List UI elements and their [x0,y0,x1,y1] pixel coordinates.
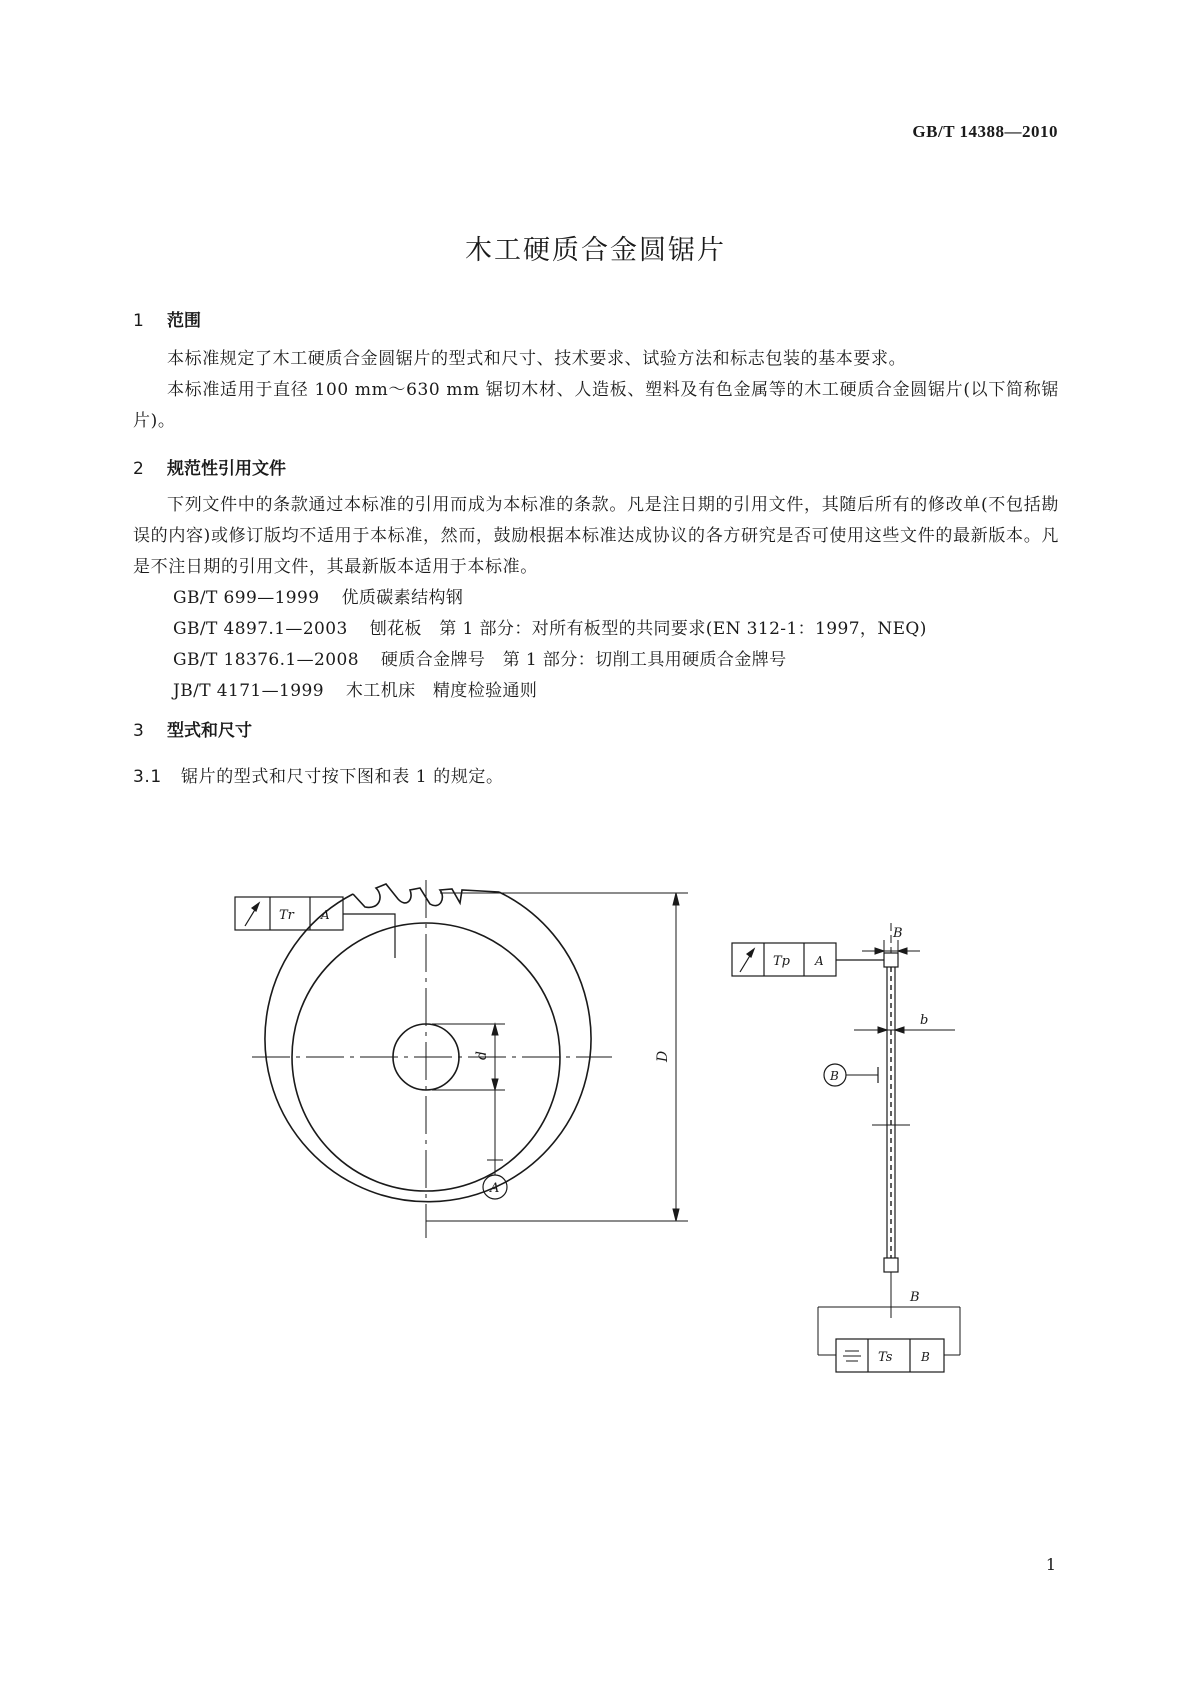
section-1-paragraph-2: 本标准适用于直径 100 mm～630 mm 锯切木材、人造板、塑料及有色金属等的木工硬质合金圆锯片(以下简称锯片)。 [133,380,1059,431]
reference-code: JB/T 4171—1999 [173,681,324,701]
reference-title: 优质碳素结构钢 [341,588,464,608]
section-title: 型式和尺寸 [167,721,252,741]
thickness-b [854,1027,955,1033]
section-title: 范围 [167,311,201,331]
reference-title: 硬质合金牌号 第 1 部分：切削工具用硬质合金牌号 [380,650,787,670]
arrow [252,903,259,911]
arrow [673,893,679,905]
standard-code: GB/T 14388—2010 [912,122,1058,141]
section-2-paragraph: 下列文件中的条款通过本标准的引用而成为本标准的条款。凡是注日期的引用文件，其随后所有的修改单(不包括勘误的内容)或修订版均不适用于本标准，然而，鼓励根据本标准达成协议的各方研究是否可使用这些文件的最新版本。凡是不注日期的引用文件，其最新版本适用于本标准。 [133,495,1059,577]
dim-D-label: D [655,1050,671,1062]
blade-outer-circle [265,892,591,1202]
subsection-number: 3.1 [133,767,162,787]
reference-code: GB/T 699—1999 [173,588,320,608]
datum-a-label: A [490,1181,500,1196]
section-1-paragraph-1: 本标准规定了木工硬质合金圆锯片的型式和尺寸、技术要求、试验方法和标志包装的基本要求。 [167,349,907,369]
dim-B-bottom-label: B [910,1290,920,1305]
arrow [492,1024,498,1035]
reference-item [173,645,787,670]
subsection-3-1 [133,762,504,787]
dim-b-label: b [920,1013,929,1028]
section-1-heading [133,306,201,331]
section-title: 规范性引用文件 [167,459,286,479]
reference-title: 木工机床 精度检验通则 [345,681,538,701]
reference-title: 刨花板 第 1 部分：对所有板型的共同要求(EN 312-1：1997，NEQ) [369,619,927,639]
arrow [878,1027,887,1033]
section-number: 2 [133,459,144,479]
reference-code: GB/T 18376.1—2008 [173,650,359,670]
tooth-tip-top [884,953,898,967]
arrow [492,1079,498,1090]
radial-runout-frame [235,897,395,958]
arrow [875,948,884,954]
blade-side-view [872,923,910,1318]
reference-code: GB/T 4897.1—2003 [173,619,348,639]
arrow [673,1209,679,1221]
center-lines [252,880,612,1238]
tooth-tip-bottom [884,1258,898,1272]
arrow [895,1027,904,1033]
dim-d-label: d [474,1051,490,1060]
tp-label: Tp [773,954,790,969]
reference-item [173,676,537,701]
reference-item [173,614,927,639]
document-title: 木工硬质合金圆锯片 [465,235,726,266]
bore-dimension [432,1024,505,1175]
section-3-heading [133,716,252,741]
saw-blade-drawing [0,880,1191,1365]
blade-front-view [265,884,591,1202]
reference-item [173,583,463,608]
arrow [747,949,754,957]
frame-datum-b: B [921,1350,930,1364]
tr-label: Tr [279,908,294,923]
subsection-text: 锯片的型式和尺寸按下图和表 1 的规定。 [181,767,504,787]
section-2-heading [133,454,286,479]
frame-datum-a: A [321,908,330,922]
dim-B-top-label: B [893,926,903,941]
datum-b-label: B [830,1069,839,1083]
section-number: 1 [133,311,144,331]
frame-datum-a: A [815,954,824,968]
ts-label: Ts [878,1350,893,1365]
arrow [898,948,907,954]
page-number: 1 [1045,1555,1056,1574]
section-number: 3 [133,721,144,741]
axial-runout-frame [732,943,884,976]
